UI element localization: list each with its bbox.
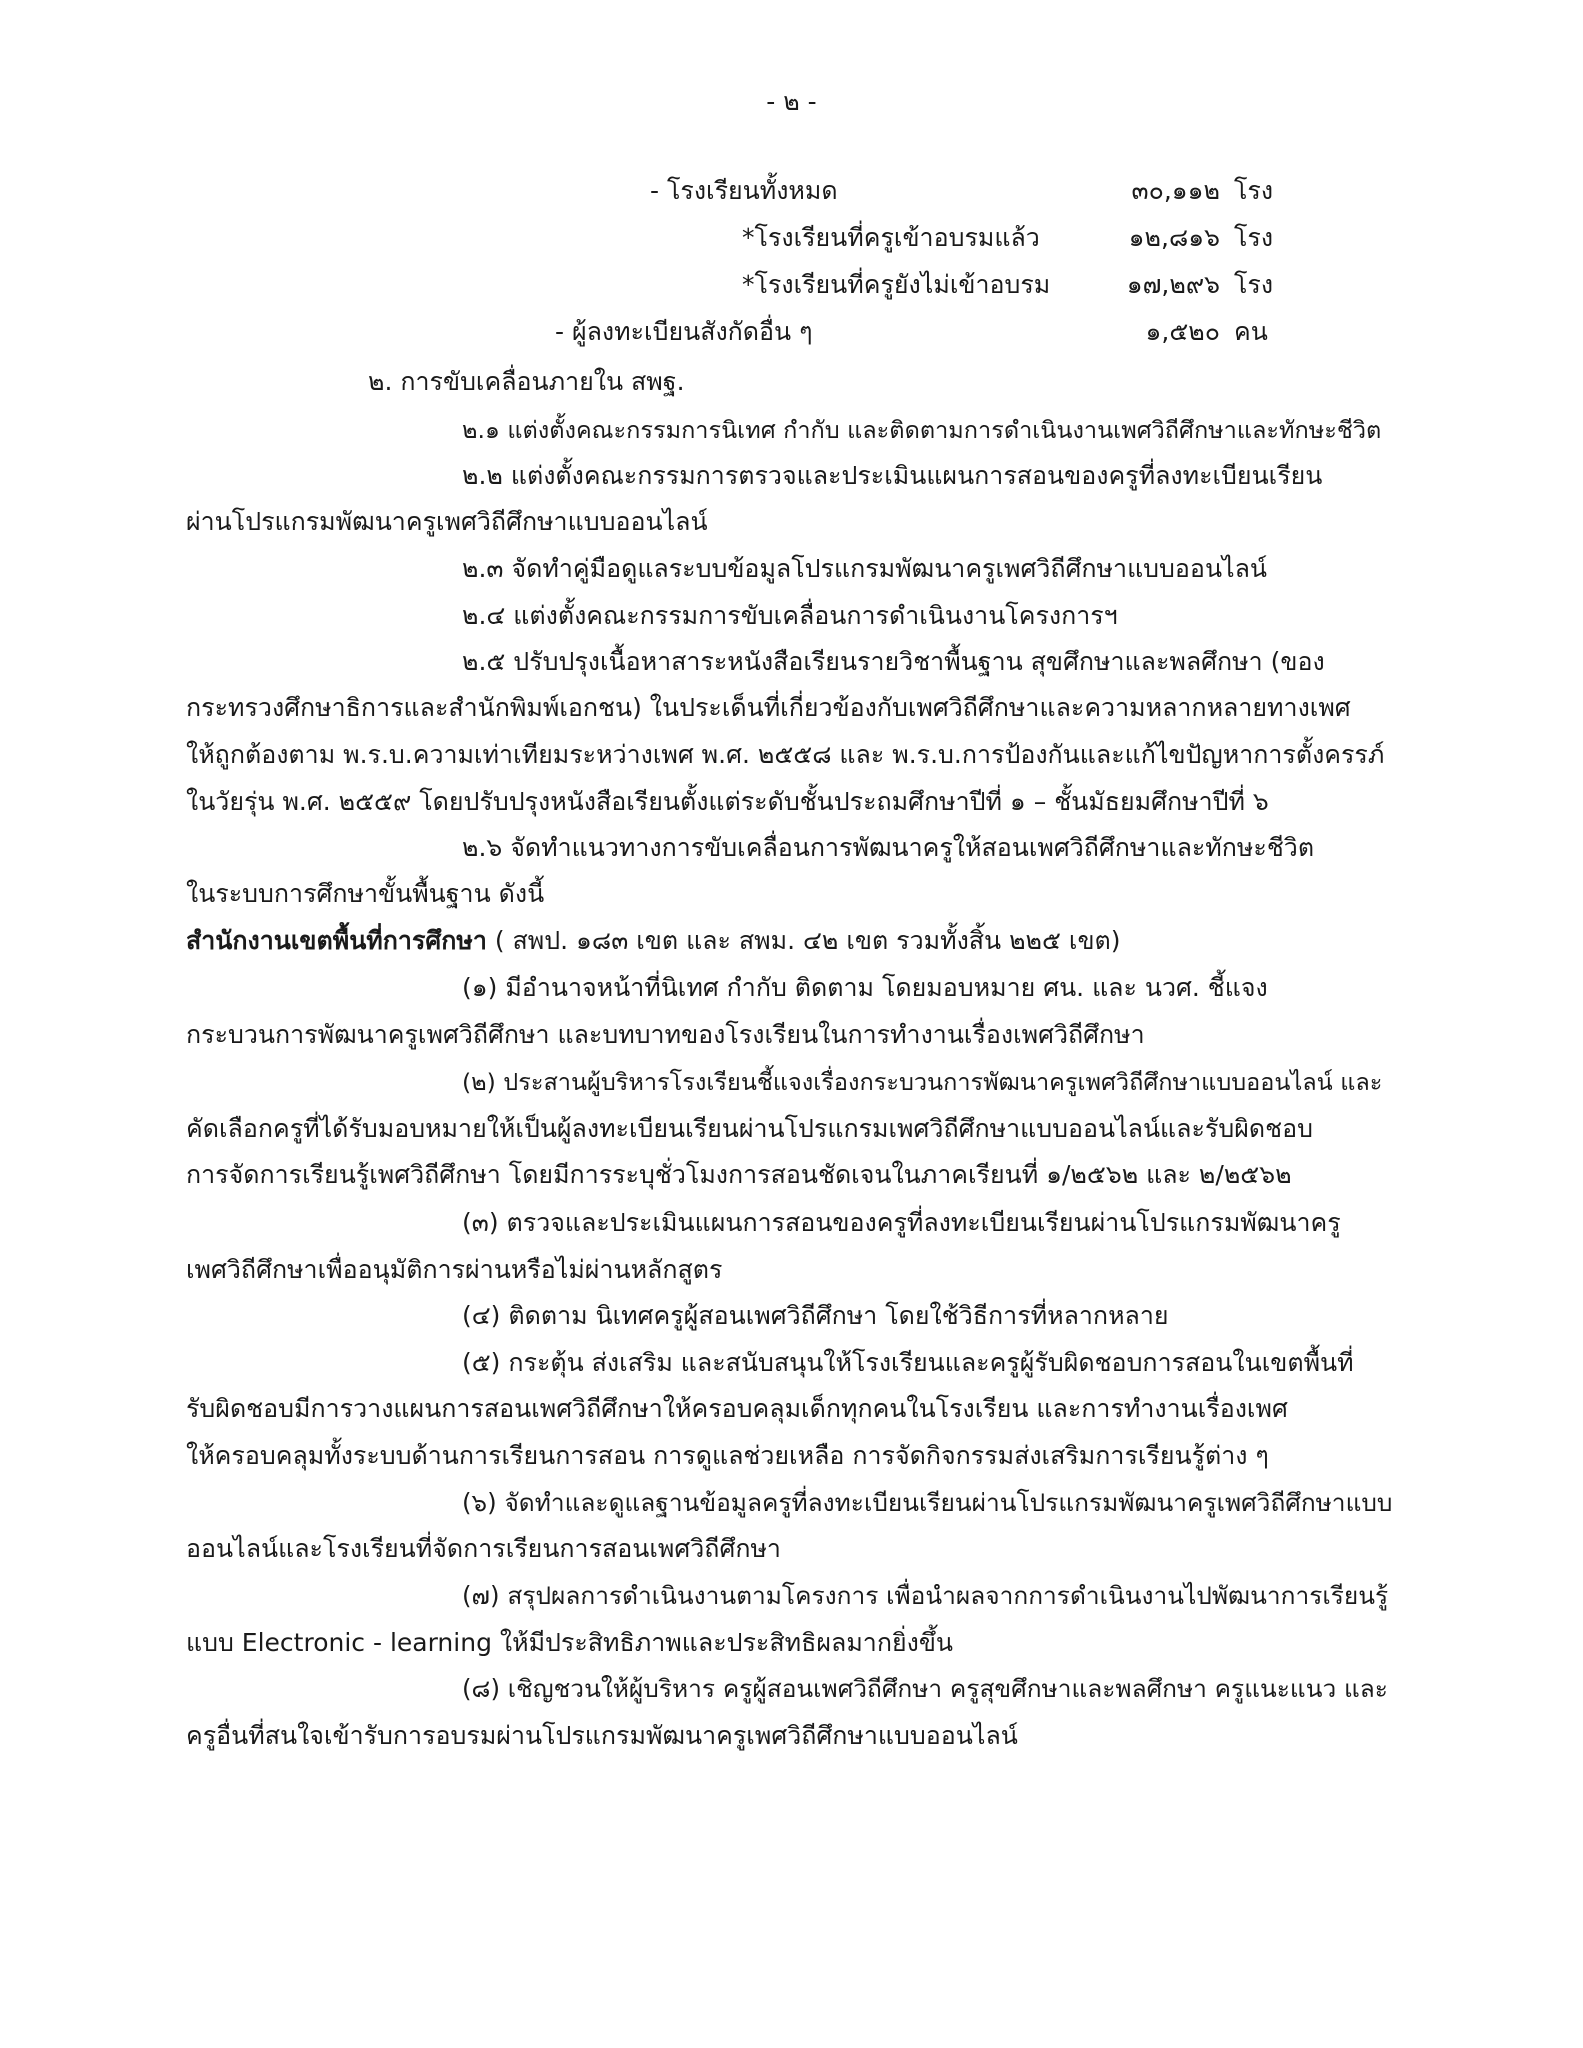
list-item: รับผิดชอบมีการวางแผนการสอนเพศวิถีศึกษาให้ครอบคลุมเด็กทุกคนในโรงเรียน และการทำงานเรื่องเพศ (186, 1394, 1288, 1423)
stat-value: ๑,๕๒๐ (1145, 317, 1220, 346)
list-item: แบบ Electronic - learning ให้มีประสิทธิภาพและประสิทธิผลมากยิ่งขึ้น (186, 1628, 954, 1657)
list-item: (๕) กระตุ้น ส่งเสริม และสนับสนุนให้โรงเรียนและครูผู้รับผิดชอบการสอนในเขตพื้นที่ (462, 1348, 1354, 1377)
list-item: คัดเลือกครูที่ได้รับมอบหมายให้เป็นผู้ลงทะเบียนเรียนผ่านโปรแกรมเพศวิถีศึกษาแบบออนไลน์และรับผิดชอบ (186, 1114, 1313, 1143)
list-item: (๓) ตรวจและประเมินแผนการสอนของครูที่ลงทะเบียนเรียนผ่านโปรแกรมพัฒนาครู (462, 1208, 1341, 1237)
body-line: ๒.๒ แต่งตั้งคณะกรรมการตรวจและประเมินแผนการสอนของครูที่ลงทะเบียนเรียน (462, 461, 1323, 490)
body-line: ผ่านโปรแกรมพัฒนาครูเพศวิถีศึกษาแบบออนไลน์ (186, 507, 708, 536)
body-line: ๒.๖ จัดทำแนวทางการขับเคลื่อนการพัฒนาครูให้สอนเพศวิถีศึกษาและทักษะชีวิต (462, 833, 1315, 862)
body-line: ให้ถูกต้องตาม พ.ร.บ.ความเท่าเทียมระหว่างเพศ พ.ศ. ๒๕๕๘ และ พ.ร.บ.การป้องกันและแก้ไขปัญหาการตั้งครรภ์ (186, 740, 1385, 769)
stat-label: *โรงเรียนที่ครูเข้าอบรมแล้ว (742, 223, 1040, 252)
list-item: (๖) จัดทำและดูแลฐานข้อมูลครูที่ลงทะเบียนเรียนผ่านโปรแกรมพัฒนาครูเพศวิถีศึกษาแบบ (462, 1488, 1393, 1517)
stat-value: ๑๗,๒๙๖ (1126, 270, 1220, 299)
list-item: ออนไลน์และโรงเรียนที่จัดการเรียนการสอนเพศวิถีศึกษา (186, 1534, 781, 1563)
body-line: กระทรวงศึกษาธิการและสำนักพิมพ์เอกชน) ในประเด็นที่เกี่ยวข้องกับเพศวิถีศึกษาและความหลากหลายทางเพศ (186, 693, 1351, 722)
list-item: (๗) สรุปผลการดำเนินงานตามโครงการ เพื่อนำผลจากการดำเนินงานไปพัฒนาการเรียนรู้ (462, 1581, 1389, 1610)
section-heading-line: ๒. การขับเคลื่อนภายใน สพฐ. (368, 367, 685, 396)
office-heading-rest: ( สพป. ๑๘๓ เขต และ สพม. ๔๒ เขต รวมทั้งสิ้น ๒๒๕ เขต) (486, 926, 1121, 955)
stat-label: - โรงเรียนทั้งหมด (650, 176, 838, 205)
list-item: กระบวนการพัฒนาครูเพศวิถีศึกษา และบทบาทของโรงเรียนในการทำงานเรื่องเพศวิถีศึกษา (186, 1020, 1145, 1049)
stat-value: ๑๒,๘๑๖ (1128, 223, 1220, 252)
body-line: ๒.๑ แต่งตั้งคณะกรรมการนิเทศ กำกับ และติดตามการดำเนินงานเพศวิถีศึกษาและทักษะชีวิต (462, 416, 1382, 444)
list-item: (๑) มีอำนาจหน้าที่นิเทศ กำกับ ติดตาม โดยมอบหมาย ศน. และ นวศ. ชี้แจง (462, 973, 1268, 1002)
stat-value: ๓๐,๑๑๒ (1131, 176, 1220, 205)
list-item: (๒) ประสานผู้บริหารโรงเรียนชี้แจงเรื่องกระบวนการพัฒนาครูเพศวิถีศึกษาแบบออนไลน์ และ (462, 1068, 1383, 1096)
list-item: ครูอื่นที่สนใจเข้ารับการอบรมผ่านโปรแกรมพัฒนาครูเพศวิถีศึกษาแบบออนไลน์ (186, 1721, 1018, 1750)
stat-unit: โรง (1234, 270, 1274, 299)
body-line: ในวัยรุ่น พ.ศ. ๒๕๕๙ โดยปรับปรุงหนังสือเรียนตั้งแต่ระดับชั้นประถมศึกษาปีที่ ๑ – ชั้นมัธยมศึกษาปีที่ ๖ (186, 787, 1269, 816)
body-line: ๒.๔ แต่งตั้งคณะกรรมการขับเคลื่อนการดำเนินงานโครงการฯ (462, 601, 1118, 630)
stat-label: - ผู้ลงทะเบียนสังกัดอื่น ๆ (555, 317, 813, 346)
list-item: ให้ครอบคลุมทั้งระบบด้านการเรียนการสอน การดูแลช่วยเหลือ การจัดกิจกรรมส่งเสริมการเรียนรู้ต่าง ๆ (186, 1441, 1269, 1470)
list-item: (๔) ติดตาม นิเทศครูผู้สอนเพศวิถีศึกษา โดยใช้วิธีการที่หลากหลาย (462, 1301, 1169, 1330)
page-number: - ๒ - (766, 87, 817, 116)
stat-unit: โรง (1234, 223, 1274, 252)
list-item: เพศวิถีศึกษาเพื่ออนุมัติการผ่านหรือไม่ผ่านหลักสูตร (186, 1255, 723, 1284)
list-item: การจัดการเรียนรู้เพศวิถีศึกษา โดยมีการระบุชั่วโมงการสอนชัดเจนในภาคเรียนที่ ๑/๒๕๖๒ และ ๒/๒๕๖๒ (186, 1160, 1292, 1189)
body-line: ๒.๓ จัดทำคู่มือดูแลระบบข้อมูลโปรแกรมพัฒนาครูเพศวิถีศึกษาแบบออนไลน์ (462, 554, 1268, 583)
office-heading (186, 925, 1121, 957)
stat-unit: คน (1234, 317, 1268, 346)
stat-unit: โรง (1234, 176, 1274, 205)
body-line: ๒.๕ ปรับปรุงเนื้อหาสาระหนังสือเรียนรายวิชาพื้นฐาน สุขศึกษาและพลศึกษา (ของ (462, 647, 1325, 676)
stat-label: *โรงเรียนที่ครูยังไม่เข้าอบรม (742, 270, 1051, 299)
list-item: (๘) เชิญชวนให้ผู้บริหาร ครูผู้สอนเพศวิถีศึกษา ครูสุขศึกษาและพลศึกษา ครูแนะแนว และ (462, 1674, 1388, 1703)
body-line: ในระบบการศึกษาขั้นพื้นฐาน ดังนี้ (186, 879, 545, 908)
office-heading-bold: สำนักงานเขตพื้นที่การศึกษา (186, 926, 487, 955)
